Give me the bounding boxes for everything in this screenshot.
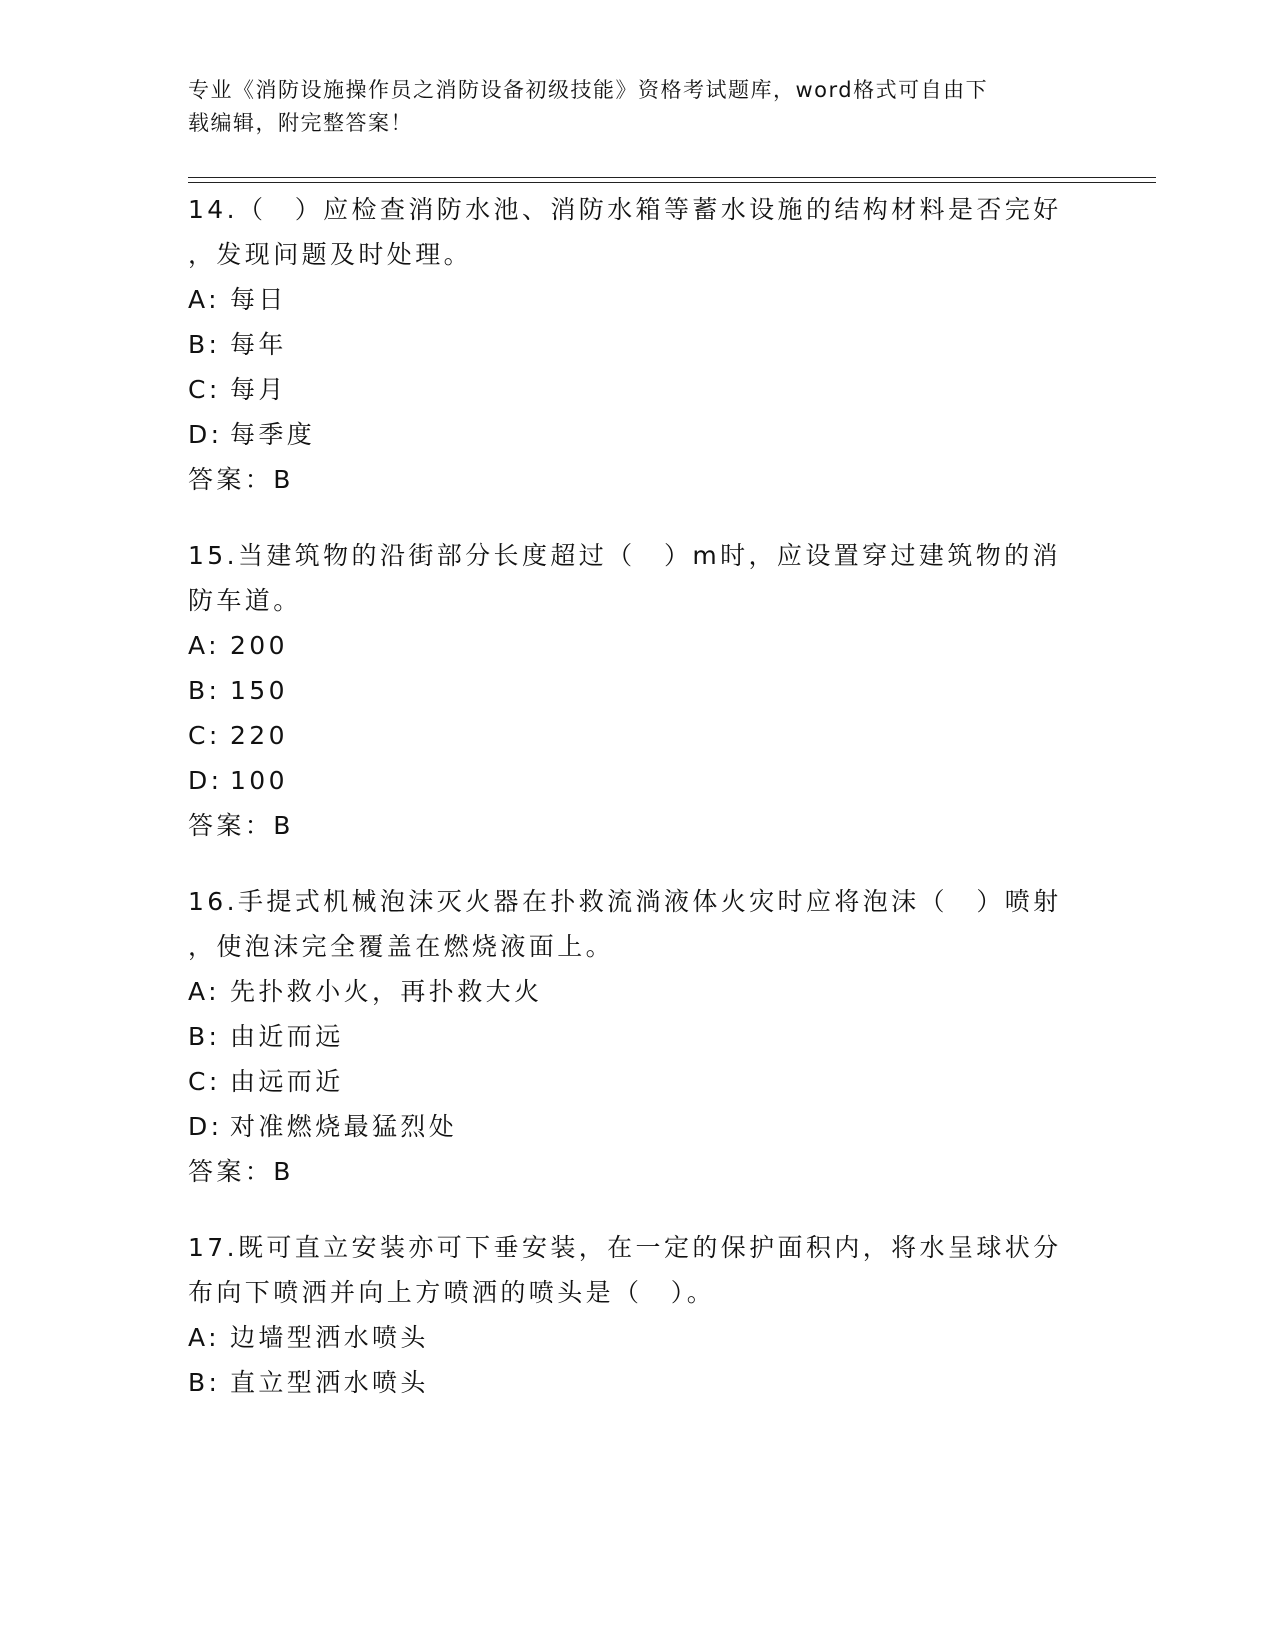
option-key: C: (188, 375, 221, 404)
option-key: B: (188, 676, 221, 705)
option-text: 220 (230, 721, 288, 750)
option-key: D: (188, 766, 223, 795)
option-key: A: (188, 285, 220, 314)
question-stem-line: 14.（ ）应检查消防水池、消防水箱等蓄水设施的结构材料是否完好 (188, 195, 1062, 224)
option-key: B: (188, 330, 221, 359)
option-d (188, 758, 1068, 803)
question-16 (188, 879, 1068, 1194)
question-stem-line: 布向下喷洒并向上方喷洒的喷头是（ ）。 (188, 1278, 716, 1307)
header-divider-top (188, 177, 1156, 178)
question-stem-line: 16.手提式机械泡沫灭火器在扑救流淌液体火灾时应将泡沫（ ）喷射 (188, 887, 1062, 916)
option-key: A: (188, 977, 220, 1006)
option-c (188, 713, 1068, 758)
option-key: B: (188, 1368, 221, 1397)
option-d (188, 1104, 1068, 1149)
question-list (188, 187, 1068, 1436)
question-stem-line: 防车道。 (188, 586, 302, 615)
option-b (188, 1360, 1068, 1405)
option-b (188, 668, 1068, 713)
option-a (188, 277, 1068, 322)
question-stem-line: 17.既可直立安装亦可下垂安装，在一定的保护面积内，将水呈球状分 (188, 1233, 1062, 1262)
header-divider-bottom (188, 182, 1156, 183)
option-key: C: (188, 1067, 221, 1096)
option-text: 每月 (230, 375, 287, 404)
document-header (188, 74, 1068, 140)
header-line-1: 专业《消防设施操作员之消防设备初级技能》资格考试题库，word格式可自由下 (188, 78, 989, 102)
question-stem (188, 879, 1068, 969)
question-stem (188, 187, 1068, 277)
option-text: 由远而近 (230, 1067, 344, 1096)
option-text: 每年 (230, 330, 287, 359)
option-b (188, 322, 1068, 367)
option-key: A: (188, 631, 220, 660)
question-stem (188, 1225, 1068, 1315)
option-key: D: (188, 420, 223, 449)
question-stem (188, 533, 1068, 623)
option-a (188, 623, 1068, 668)
option-text: 对准燃烧最猛烈处 (230, 1112, 458, 1141)
option-text: 每日 (230, 285, 287, 314)
option-text: 100 (230, 766, 288, 795)
option-text: 200 (230, 631, 288, 660)
option-c (188, 1059, 1068, 1104)
option-text: 每季度 (230, 420, 316, 449)
option-text: 由近而远 (230, 1022, 344, 1051)
answer: 答案：B (188, 465, 294, 494)
option-key: D: (188, 1112, 223, 1141)
option-key: C: (188, 721, 221, 750)
header-line-2: 载编辑，附完整答案！ (188, 111, 413, 135)
option-a (188, 1315, 1068, 1360)
answer: 答案：B (188, 1157, 294, 1186)
question-stem-line: ，使泡沫完全覆盖在燃烧液面上。 (188, 932, 615, 961)
option-a (188, 969, 1068, 1014)
option-d (188, 412, 1068, 457)
option-key: A: (188, 1323, 220, 1352)
option-text: 直立型洒水喷头 (230, 1368, 429, 1397)
question-stem-line: ，发现问题及时处理。 (188, 240, 473, 269)
question-stem-line: 15.当建筑物的沿街部分长度超过（ ）m时，应设置穿过建筑物的消 (188, 541, 1061, 570)
option-text: 先扑救小火，再扑救大火 (230, 977, 543, 1006)
option-b (188, 1014, 1068, 1059)
question-14 (188, 187, 1068, 502)
option-text: 150 (230, 676, 288, 705)
option-text: 边墙型洒水喷头 (230, 1323, 429, 1352)
option-key: B: (188, 1022, 221, 1051)
question-15 (188, 533, 1068, 848)
answer: 答案：B (188, 811, 294, 840)
option-c (188, 367, 1068, 412)
question-17 (188, 1225, 1068, 1405)
